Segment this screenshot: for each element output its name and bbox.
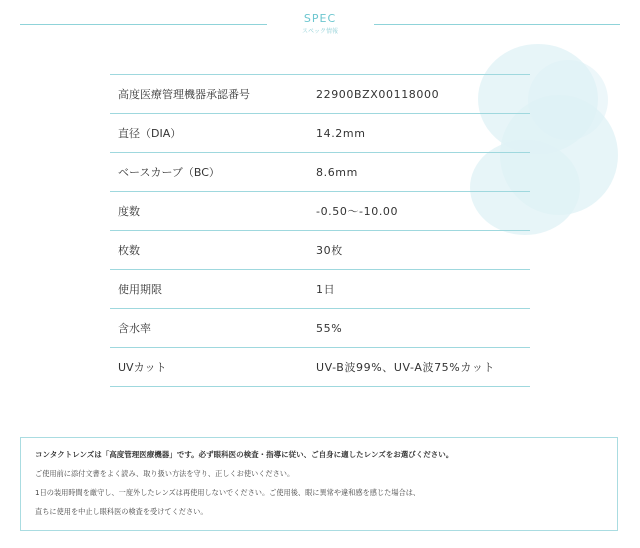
notice-line: 1日の装用時間を厳守し、一度外したレンズは再使用しないでください。ご使用後、眼に異常や違和感を感じた場合は、 [35,488,421,497]
spec-value: 1日 [316,283,336,296]
spec-row-power [110,192,530,231]
spec-row-usage-period [110,270,530,309]
spec-label: 直径（DIA） [118,127,182,140]
spec-value: 55% [316,322,343,335]
spec-label: ベースカーブ（BC） [118,166,220,179]
spec-table [110,74,530,387]
section-title: SPEC [303,12,337,25]
spec-label: UVカット [118,361,167,374]
spec-label: 含水率 [118,322,151,335]
spec-value: 30枚 [316,244,343,257]
spec-label: 枚数 [118,244,140,257]
spec-row-base-curve [110,153,530,192]
spec-label: 使用期限 [118,283,162,296]
spec-row-quantity [110,231,530,270]
notice-heading: コンタクトレンズは「高度管理医療機器」です。必ず眼科医の検査・指導に従い、ご自身に適したレンズをお選びください。 [35,450,454,459]
spec-row-water-content [110,309,530,348]
section-subtitle: スペック情報 [301,28,338,35]
notice-line: ご使用前に添付文書をよく読み、取り扱い方法を守り、正しくお使いください。 [35,469,295,478]
spec-label: 度数 [118,205,140,218]
spec-row-diameter [110,114,530,153]
spec-row-approval-number [110,75,530,114]
notice-line: 直ちに使用を中止し眼科医の検査を受けてください。 [35,507,208,516]
spec-value: 14.2mm [316,127,366,140]
spec-value: UV-B波99%、UV-A波75%カット [316,361,496,374]
spec-value: 8.6mm [316,166,358,179]
spec-label: 高度医療管理機器承認番号 [118,88,250,101]
spec-value: 22900BZX00118000 [316,88,440,101]
spec-row-uv-cut [110,348,530,387]
caution-notice-box [20,437,618,531]
spec-value: -0.50〜-10.00 [316,205,399,218]
